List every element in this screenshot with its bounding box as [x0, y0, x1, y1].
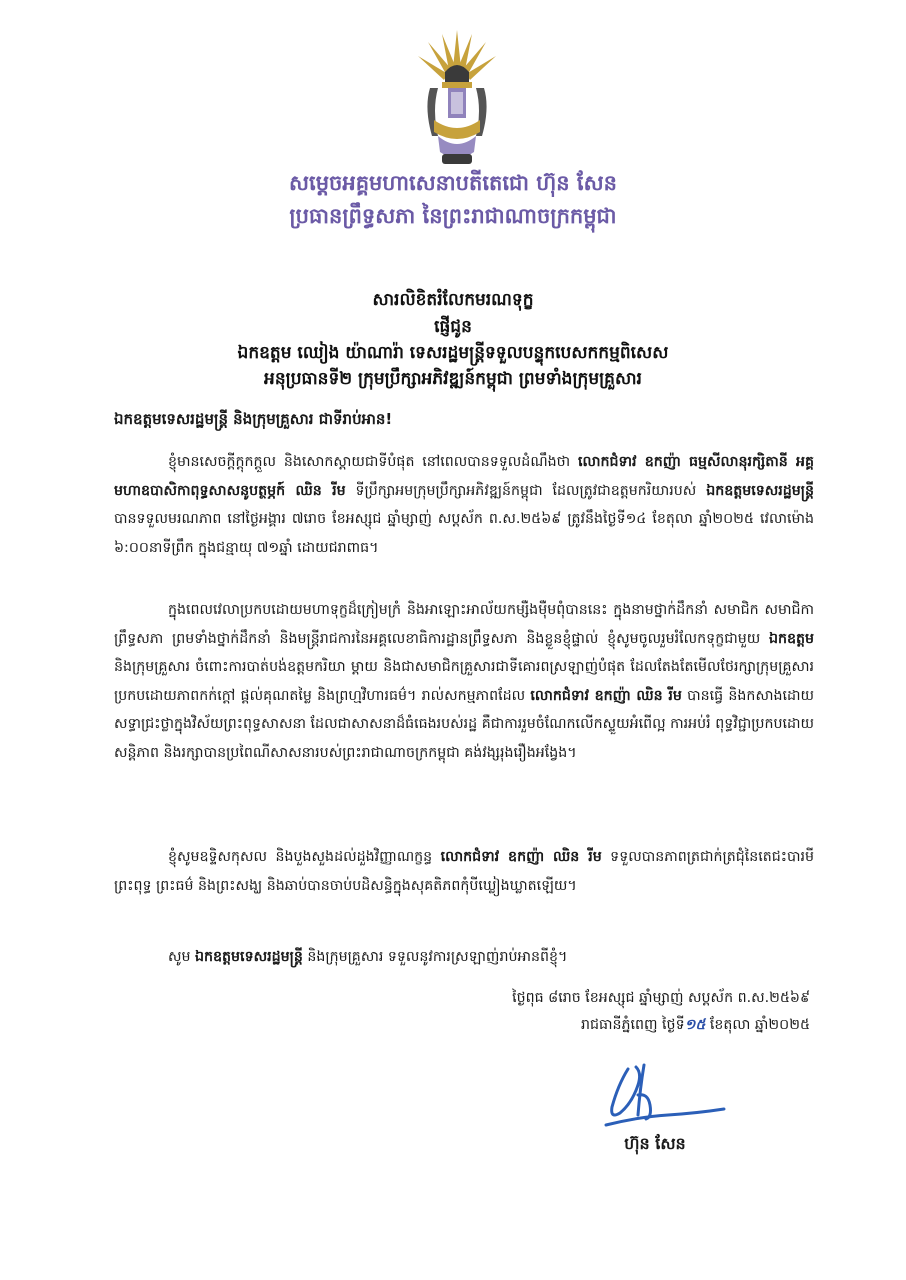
signatory-name: ហ៊ុន សែន	[624, 1134, 686, 1153]
paragraph-2-deceased-name: លោកជំទាវ ឧកញ៉ា ឈិន រីម	[530, 687, 682, 704]
paragraph-1-text-c: ទីប្រឹក្សាអមក្រុមប្រឹក្សាអភិវឌ្ឍន៍កម្ពុជា ដែលត្រូវជាឧត្តមករិយារបស់	[345, 482, 707, 499]
salutation: ឯកឧត្តមទេសរដ្ឋមន្ត្រី និងក្រុមគ្រួសារ ជាទីរាប់អាន!	[114, 410, 393, 428]
dateline-civil	[581, 1015, 810, 1036]
subject-addressed-to: ផ្ញើជូន	[434, 317, 472, 337]
subject-recipient-role: អនុប្រធានទី២ ក្រុមប្រឹក្សាអភិវឌ្ឍន៍កម្ពុជា ព្រមទាំងក្រុមគ្រួសារ	[264, 369, 642, 389]
subject-recipient-name: ឯកឧត្តម ឈៀង យ៉ាណារ៉ា ទេសរដ្ឋមន្ត្រីទទួលបន្ទុកបេសកកម្មពិសេស	[237, 343, 669, 363]
sender-title: ប្រធានព្រឹទ្ធសភា នៃព្រះរាជាណាចក្រកម្ពុជា	[289, 204, 617, 228]
paragraph-2-text-c: និងក្រុមគ្រួសារ ចំពោះការបាត់បង់ឧត្តមករិយា ម្តាយ និងជាសមាជិកគ្រួសារជាទីគោរពស្រឡាញ់បំផុត ដែលតែងតែមើលថែរក្សាក្រុមគ្រួសារប្រកបដោយភាពកក់ក្តៅ ផ្តល់គុណតម្លៃ និងព្រហ្មវិហារធម៌។ រាល់សកម្មភាពដែល	[114, 659, 814, 704]
subject-title: សារលិខិតរំលែកមរណទុក្ខ	[372, 290, 534, 310]
paragraph-1-deceased-name: លោកជំទាវ ឧកញ៉ា ធម្មសីលានុរក្សិតានី អគ្គមហាឧបាសិកាពុទ្ធសាសនូបត្ថម្ភក៍ ឈិន រីម	[114, 454, 814, 499]
paragraph-2	[114, 596, 814, 767]
paragraph-4-recipient: ឯកឧត្តមទេសរដ្ឋមន្ត្រី	[195, 949, 303, 965]
dateline-civil-prefix: រាជធានីភ្នំពេញ ថ្ងៃទី	[581, 1017, 685, 1033]
handwritten-signature	[598, 1055, 728, 1135]
paragraph-1-text-e: បានទទួលមរណភាព នៅថ្ងៃអង្គារ ៧រោច ខែអស្សុជ ឆ្នាំម្សាញ់ សប្តស័ក ព.ស.២៥៦៩ ត្រូវនឹងថ្ងៃទី១៤ ខែតុលា ឆ្នាំ២០២៥ វេលាម៉ោង ៦:០០នាទីព្រឹក ក្នុងជន្មាយុ ៧១ឆ្នាំ ដោយជរាពាធ។	[114, 511, 814, 556]
paragraph-1-text-a: ខ្ញុំមានសេចក្តីក្តុកក្តួល និងសោកស្តាយជាទីបំផុត នៅពេលបានទទួលដំណឹងថា	[168, 454, 578, 470]
royal-emblem-icon	[412, 28, 502, 170]
paragraph-4	[114, 943, 814, 972]
paragraph-2-recipient: ឯកឧត្តម	[768, 630, 814, 647]
paragraph-3-text-c: ទទួលបានភាពត្រជាក់ត្រជុំនៃតេជះបារមី ព្រះពុទ្ធ ព្រះធម៌ និងព្រះសង្ឃ និងឆាប់បានចាប់បដិសន្ធិក្នុងសុគតិភពកុំបីឃ្លៀងឃ្លាតឡើយ។	[114, 849, 814, 894]
paragraph-3-text-a: ខ្ញុំសូមឧទ្ទិសកុសល និងបួងសួងដល់ដួងវិញ្ញាណក្ខន្ធ	[168, 849, 441, 865]
dateline-lunar: ថ្ងៃពុធ ៨រោច ខែអស្សុជ ឆ្នាំម្សាញ់ សប្តស័ក ព.ស.២៥៦៩	[512, 990, 810, 1006]
paragraph-1	[114, 448, 814, 562]
paragraph-3-deceased-name: លោកជំទាវ ឧកញ៉ា ឈិន រីម	[440, 849, 602, 865]
paragraph-4-text-c: និងក្រុមគ្រួសារ ទទួលនូវការស្រឡាញ់រាប់អានពីខ្ញុំ។	[302, 949, 568, 965]
paragraph-2-text-a: ក្នុងពេលវេលាប្រកបដោយមហាទុក្ខដ៏ក្រៀមក្រំ និងអាឡោះអាល័យកម្សឺងម៉ឺមពុំបាននេះ ក្នុងនាមថ្នាក់ដឹកនាំ សមាជិក សមាជិកាព្រឹទ្ធសភា ព្រមទាំងថ្នាក់ដឹកនាំ និងមន្ត្រីរាជការនៃអគ្គលេខាធិការដ្ឋានព្រឹទ្ធសភា និងខ្លួនខ្ញុំផ្ទាល់ ខ្ញុំសូមចូលរួមរំលែកទុក្ខជាមួយ	[114, 602, 814, 647]
paragraph-2-text-e: បានធ្វើ និងកសាងដោយសទ្ធាជ្រះថ្លាក្នុងវិស័យព្រះពុទ្ធសាសនា ដែលជាសាសនាដ៏ធំធេងរបស់រដ្ឋ គឺជាការរួមចំណែកលើកស្ទួយអំពើល្អ ការអប់រំ ពុទ្ធវិជ្ជាប្រកបដោយសន្តិភាព និងរក្សាបានប្រពៃណីសាសនារបស់ព្រះរាជាណាចក្រកម្ពុជា គង់វង្សរុងរឿងអង្វែង។	[114, 687, 814, 761]
paragraph-4-text-a: សូម	[168, 949, 196, 965]
paragraph-1-recipient: ឯកឧត្តមទេសរដ្ឋមន្ត្រី	[706, 482, 814, 499]
sender-name: សម្តេចអគ្គមហាសេនាបតីតេជោ ហ៊ុន សែន	[289, 171, 617, 195]
dateline-day-number: ១៥	[684, 1017, 706, 1033]
paragraph-3	[114, 843, 814, 900]
dateline-civil-suffix: ខែតុលា ឆ្នាំ២០២៥	[705, 1017, 810, 1033]
